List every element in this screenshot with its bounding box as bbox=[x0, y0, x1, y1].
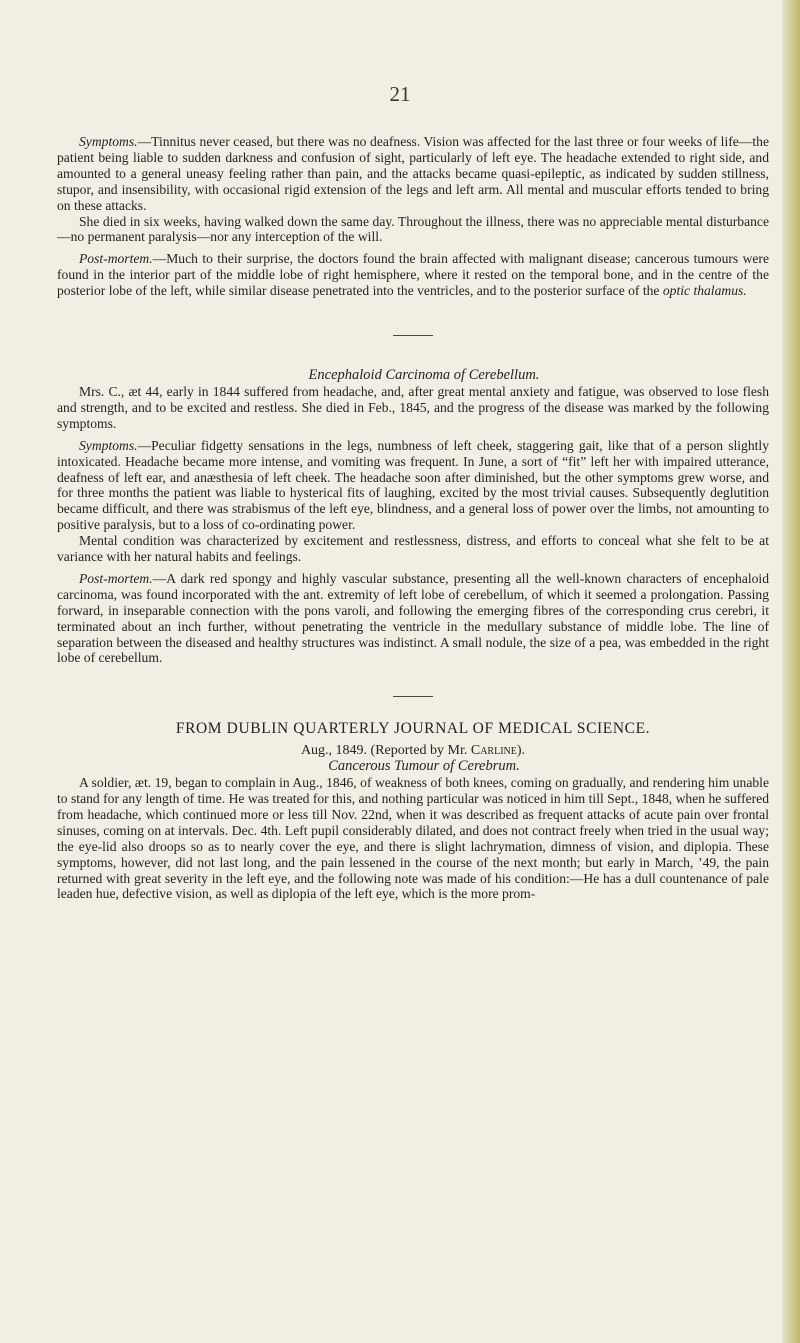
symptoms-label-2: Symptoms. bbox=[79, 437, 138, 453]
postmortem-italic: optic thalamus. bbox=[662, 283, 747, 299]
reported-prefix: Aug., 1849. (Reported by Mr. bbox=[300, 743, 471, 759]
postmortem-label: Post-mortem. bbox=[79, 251, 153, 267]
mental-condition-paragraph: Mental condition was characterized by excitement and restlessness, distress, and efforts to conceal what she felt to be at variance with her natural habits and feelings. bbox=[57, 533, 769, 565]
postmortem-text: —Much to their surprise, the doctors found the brain affected with malignant disease; cancerous tumours were found in the interior part of the middle lobe of right hemisphere, where it rested on the temporal bone, and in the centre of the posterior lobe of the left, while similar disease penetrated into the ventricles, and to the posterior surface of the bbox=[57, 251, 769, 299]
symptoms-paragraph-2 bbox=[57, 438, 769, 533]
page-number: 21 bbox=[389, 82, 411, 106]
symptoms-text-2: —Peculiar fidgetty sensations in the legs, numbness of left cheek, staggering gait, like that of a person slightly intoxicated. Headache became more intense, and vomiting was frequent. In June, a sort of “fit” left her with impaired utterance, deafness of left ear, and anæsthesia of left cheek. The headache soon after diminished, but the other symptoms grew worse, and for three months the patient was liable to hysterical fits of laughing, excited by the most trivial causes. Subsequently deglutition became difficult, and there was strabismus of the left eye, blindness, and a general loss of power over the limbs, not amounting to positive paralysis, but to a loss of co-ordinating power. bbox=[57, 437, 769, 533]
case-intro: Mrs. C., æt 44, early in 1844 suffered from headache, and, after great mental anxiety and fatigue, was observed to lose flesh and strength, and to be excited and restless. She died in Feb., 1845, and the progress of the disease was marked by the following symptoms. bbox=[57, 383, 769, 431]
journal-title: FROM DUBLIN QUARTERLY JOURNAL OF MEDICAL SCIENCE. bbox=[175, 720, 651, 738]
page-edge bbox=[782, 0, 800, 1343]
reporter-name: Carline bbox=[470, 743, 517, 759]
postmortem-paragraph bbox=[57, 251, 769, 299]
postmortem-text-2: —A dark red spongy and highly vascular substance, presenting all the well-known characters of encephaloid carcinoma, was found incorporated with the ant. extremity of left lobe of cerebellum, of which it seemed a prolongation. Passing forward, in inseparable connection with the pons varoli, and following the emerging fibres of the corresponding crus cerebri, it terminated about an inch further, without penetrating the ventricle in the medullary substance of middle lobe. The line of separation between the diseased and healthy structures was indistinct. A small nodule, the size of a pea, was embedded in the right lobe of cerebellum. bbox=[57, 570, 769, 666]
case-text: A soldier, æt. 19, began to complain in Aug., 1846, of weakness of both knees, coming on gradually, and rendering him unable to stand for any length of time. He was treated for this, and nothing particular was noticed in him till Sept., 1848, when he suffered from headache, which continued more or less till Nov. 22nd, when it was described as frequent attacks of acute pain over frontal sinuses, coming on at intervals. Dec. 4th. Left pupil considerably dilated, and does not contract freely when tried in the usual way; the eye-lid also droops so as to nearly cover the eye, and there is slight lachrymation, dimness of vision, and diplopia. These symptoms, however, did not last long, and the pain lessened in the course of the next month; but early in March, ’49, the pain returned with great severity in the left eye, and the following note was made of his condition:—He has a dull countenance of pale leaden hue, defective vision, as well as diplopia of the left eye, which is the more prom- bbox=[57, 775, 769, 902]
death-paragraph: She died in six weeks, having walked down the same day. Throughout the illness, there was no appreciable mental disturbance—no permanent paralysis—nor any interception of the will. bbox=[57, 213, 769, 245]
postmortem-label-2: Post-mortem. bbox=[79, 570, 153, 586]
section-divider-2 bbox=[393, 696, 433, 697]
reported-suffix: ). bbox=[516, 743, 526, 759]
reported-line bbox=[57, 743, 769, 759]
symptoms-text: —Tinnitus never ceased, but there was no deafness. Vision was affected for the last three or four weeks of life—the patient being liable to sudden darkness and confusion of sight, particularly of left eye. The headache extended to right side, and amounted to a general uneasy feeling rather than pain, and the attacks became quasi-epileptic, as indicated by sudden stillness, stupor, and insensibility, with occasional rigid extension of the legs and left arm. All mental and muscular efforts tended to bring on these attacks. bbox=[57, 134, 769, 213]
symptoms-label: Symptoms. bbox=[79, 134, 138, 149]
section-divider bbox=[393, 335, 433, 336]
section-heading: Encephaloid Carcinoma of Cerebellum. bbox=[308, 367, 540, 384]
body-text bbox=[57, 134, 769, 902]
symptoms-paragraph bbox=[57, 134, 769, 214]
postmortem-paragraph-2 bbox=[57, 571, 769, 666]
section-heading-2: Cancerous Tumour of Cerebrum. bbox=[328, 758, 520, 775]
